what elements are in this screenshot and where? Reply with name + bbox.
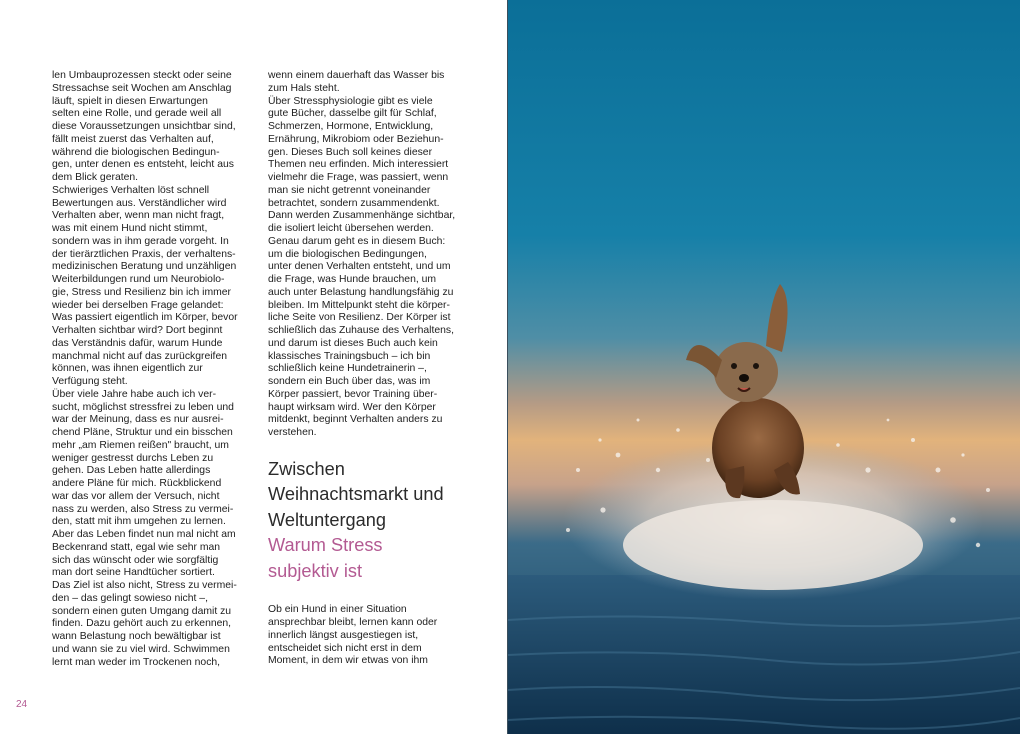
text-line: unter denen Verhalten entsteht, und um <box>268 261 451 273</box>
text-line: zum Hals steht. <box>268 82 340 94</box>
text-line: haupt wirksam wird. Wer den Körper <box>268 401 436 413</box>
text-line: sich das wünscht oder wie sorgfältig <box>52 554 219 566</box>
text-column-left <box>52 70 250 669</box>
text-line: Weiterbildungen rund um Neurobiolo- <box>52 274 225 285</box>
text-line: während die biologischen Bedingun- <box>52 146 220 158</box>
text-line: mitdenkt, beginnt Verhalten anders zu <box>268 414 443 426</box>
text-line: sondern was in ihm gerade vorgeht. In <box>52 235 229 247</box>
text-line: ansprechbar bleibt, lernen kann oder <box>268 617 438 628</box>
text-line: Körper passiert, bevor Training über- <box>268 388 438 400</box>
text-line: Verfügung steht. <box>52 376 128 387</box>
section-subtitle-line: subjektiv ist <box>268 560 363 581</box>
text-line: Genau darum geht es in diesem Buch: <box>268 235 446 247</box>
text-line: Ob ein Hund in einer Situation <box>268 604 407 616</box>
text-line: Schwieriges Verhalten löst schnell <box>52 184 210 196</box>
text-line: Ernährung, Mikrobiom oder Beziehun- <box>268 133 444 145</box>
text-line: gen, unter denen es entsteht, leicht aus <box>52 159 234 171</box>
text-line: sucht, möglichst stressfrei zu leben und <box>52 401 234 413</box>
text-line: mehr „am Riemen reißen" braucht, um <box>52 439 229 451</box>
text-line: schließlich das Zuhause des Verhaltens, <box>268 325 454 336</box>
dog-splashing-photo <box>508 0 1020 734</box>
text-line: Verhalten aber, wenn man nicht fragt, <box>52 210 225 222</box>
text-line: diese Voraussetzungen unsichtbar sind, <box>52 121 236 132</box>
text-line: entscheidet sich nicht erst in dem <box>268 642 422 654</box>
text-line: len Umbauprozessen steckt oder seine <box>52 70 232 81</box>
text-line: Über Stressphysiologie gibt es viele <box>268 95 433 107</box>
text-line: Verhalten sichtbar wird? Dort beginnt <box>52 325 223 336</box>
text-line: Moment, in dem wir etwas von ihm <box>268 655 428 667</box>
left-page <box>0 0 508 734</box>
text-line: läuft, spielt in diesen Erwartungen <box>52 95 208 107</box>
text-line: gute Bücher, dasselbe gilt für Schlaf, <box>268 108 437 120</box>
text-line: vielmehr die Frage, was passiert, wenn <box>268 172 449 183</box>
text-line: Bewertungen aus. Verständlicher wird <box>52 197 227 209</box>
photo-illustration <box>508 0 1020 734</box>
text-line: um die biologischen Bedingungen, <box>268 248 427 260</box>
page-number: 24 <box>16 699 28 710</box>
text-line: wieder bei derselben Frage gelandet: <box>52 299 224 311</box>
text-line: betrachtet, sondern zusammendenkt. <box>268 197 440 209</box>
text-line: chend Pläne, Struktur und ein bisschen <box>52 427 233 438</box>
section-body <box>268 604 470 668</box>
text-line: Das Ziel ist also nicht, Stress zu vermei- <box>52 580 237 591</box>
text-line: gehen. Das Leben hatte allerdings <box>52 465 211 477</box>
text-line: medizinischen Beratung und unzähligen <box>52 261 237 273</box>
text-line: fällt meist zuerst das Verhalten auf, <box>52 133 214 145</box>
text-line: gen. Dieses Buch soll keines dieser <box>268 146 433 158</box>
text-line: war das vor allem der Versuch, nicht <box>52 490 220 502</box>
section-title-line: Weltuntergang <box>268 509 386 530</box>
text-line: innerlich längst ausgestiegen ist, <box>268 629 419 641</box>
text-line: manchmal nicht auf das zurückgreifen <box>52 350 227 362</box>
text-line: sondern einen guten Umgang damit zu <box>52 605 232 617</box>
text-line: Themen neu erfinden. Mich interessiert <box>268 159 449 171</box>
section-title-line: Weihnachtsmarkt und <box>268 484 444 505</box>
text-line: können, was ihnen eigentlich zur <box>52 363 203 375</box>
text-line: Schmerzen, Hormone, Entwicklung, <box>268 121 434 132</box>
text-line: auch unter Belastung handlungsfähig zu <box>268 286 454 298</box>
text-line: den, statt mit ihm umgehen zu lernen. <box>52 516 226 528</box>
text-line: selten eine Rolle, und gerade weil all <box>52 108 222 120</box>
text-line: der tierärztlichen Praxis, der verhaltens- <box>52 248 236 260</box>
text-line: sondern ein Buch über das, was im <box>268 376 431 387</box>
text-line: klassisches Trainingsbuch – ich bin <box>268 350 431 362</box>
section-heading <box>268 457 470 585</box>
text-line: gie, Stress und Resilienz bin ich immer <box>52 286 232 298</box>
text-line: man dort seine Handtücher sortiert. <box>52 567 215 579</box>
text-line: die isoliert leicht übersehen werden. <box>268 223 434 234</box>
text-line: verstehen. <box>268 427 317 438</box>
text-line: wann Belastung noch bewältigbar ist <box>52 631 221 642</box>
text-line: Über viele Jahre habe auch ich ver- <box>52 388 217 400</box>
text-line: was mit einem Hund nicht stimmt, <box>52 223 208 234</box>
text-column-right <box>268 70 470 668</box>
text-line: man sie nicht getrennt voneinander <box>268 184 431 196</box>
text-line: Was passiert eigentlich im Körper, bevor <box>52 312 238 324</box>
text-line: lernt man weder im Trockenen noch, <box>52 656 221 668</box>
text-line: war der Meinung, dass es nur ausrei- <box>52 414 224 426</box>
section-title-line: Zwischen <box>268 458 345 479</box>
text-line: Dann werden Zusammenhänge sichtbar, <box>268 210 456 222</box>
text-line: Beckenrand statt, egal wie sehr man <box>52 541 221 553</box>
text-line: bleiben. Im Mittelpunkt steht die körper- <box>268 299 450 311</box>
text-line: und wann sie zu viel wird. Schwimmen <box>52 643 230 655</box>
text-line: das Verständnis dafür, warum Hunde <box>52 337 223 349</box>
text-line: dem Blick geraten. <box>52 172 139 183</box>
text-line: weniger gestresst durchs Leben zu <box>52 452 214 464</box>
text-line: Aber das Leben findet nun mal nicht am <box>52 529 236 540</box>
text-line: schließlich keine Hundetrainerin –, <box>268 363 427 375</box>
text-line: wenn einem dauerhaft das Wasser bis <box>268 70 445 81</box>
text-line: und darum ist dieses Buch auch kein <box>268 337 438 349</box>
section-subtitle-line: Warum Stress <box>268 535 383 556</box>
text-line: liche Seite von Resilienz. Der Körper ist <box>268 312 451 324</box>
text-line: den – das gelingt sowieso nicht –, <box>52 592 208 604</box>
text-line: finden. Dazu gehört auch zu erkennen, <box>52 618 232 630</box>
text-line: nass zu werden, also Stress zu vermei- <box>52 503 234 515</box>
text-line: andere Pläne für mich. Rückblickend <box>52 478 222 489</box>
text-line: die Frage, was Hunde brauchen, um <box>268 274 437 285</box>
text-line: Stressachse seit Wochen am Anschlag <box>52 82 232 94</box>
